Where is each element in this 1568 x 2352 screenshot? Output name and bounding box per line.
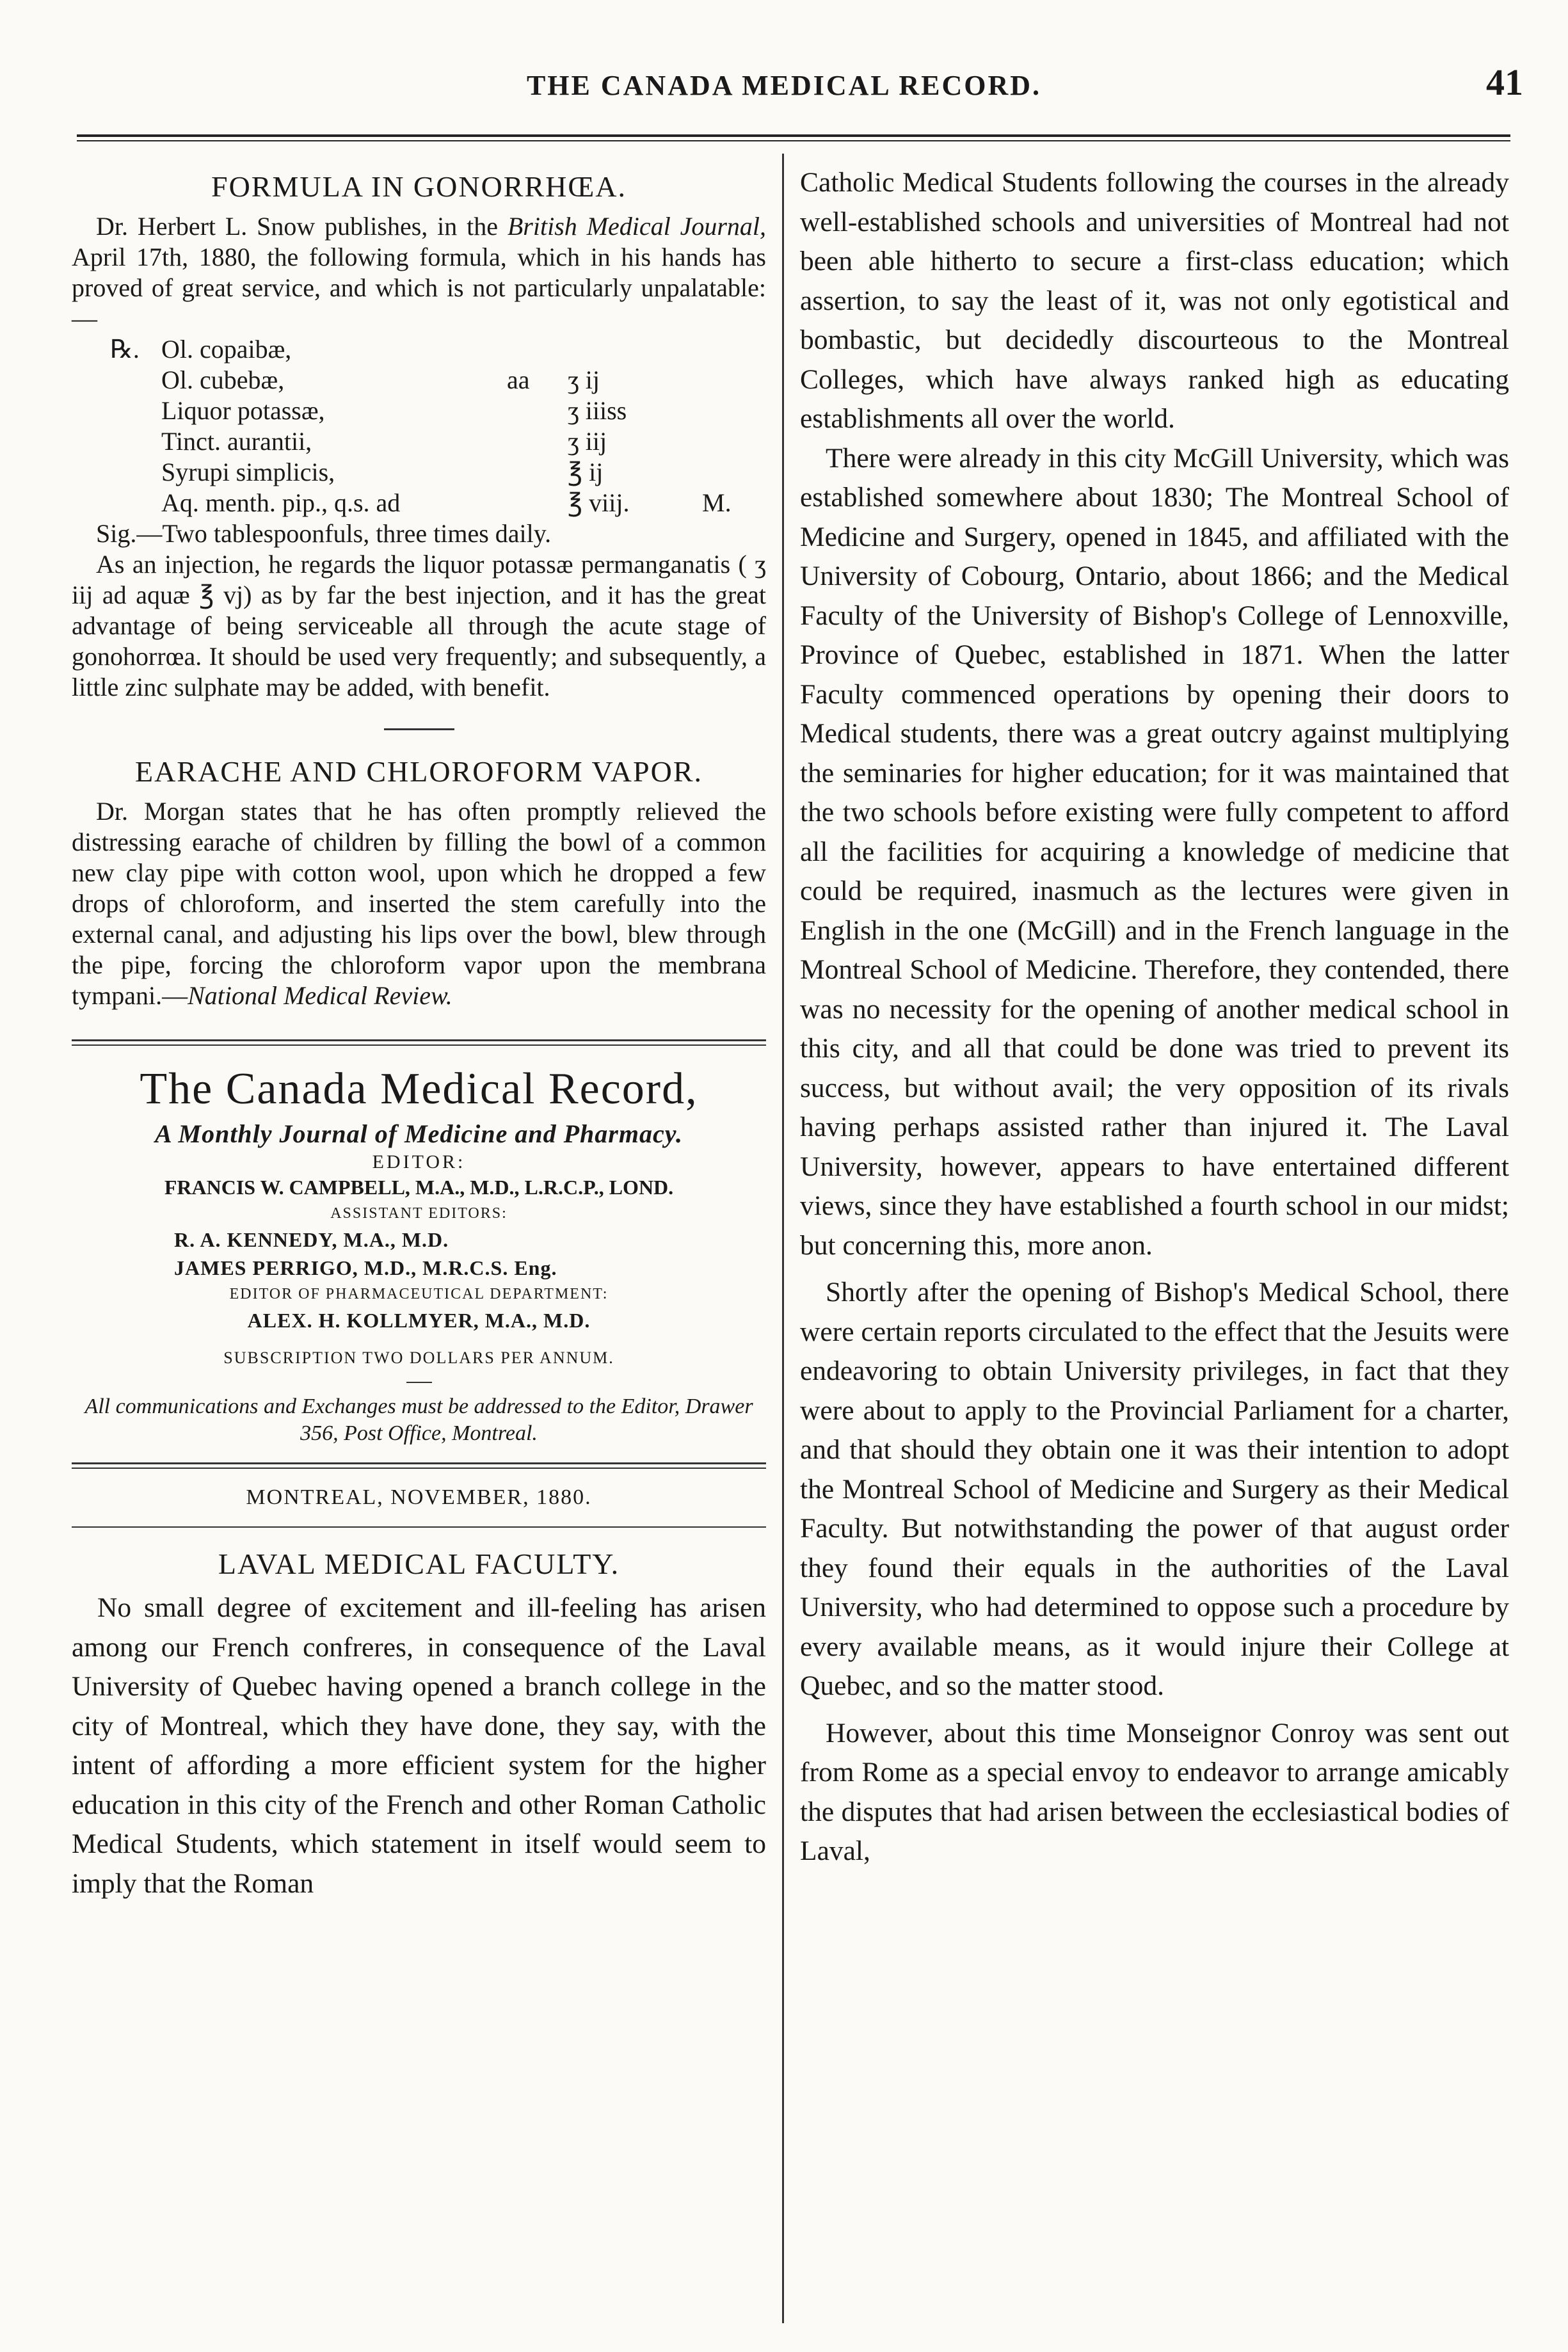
dose: ℥ ij <box>568 458 604 486</box>
prescription-line <box>72 426 766 457</box>
page-number: 41 <box>1486 61 1523 103</box>
masthead-rule <box>72 1039 766 1041</box>
journal-title: The Canada Medical Record, <box>140 1064 698 1114</box>
rx-symbol: ℞. <box>110 335 140 364</box>
article-title: LAVAL MEDICAL FACULTY. <box>218 1548 620 1580</box>
prescription-line <box>72 488 766 518</box>
section-divider <box>384 728 454 730</box>
assistant-heading: ASSISTANT EDITORS: <box>330 1205 508 1222</box>
header-rule-top <box>77 134 1510 137</box>
ana-mark <box>507 488 568 518</box>
ingredient: Liquor potassæ, <box>161 396 325 425</box>
ana-mark <box>507 334 568 365</box>
prescription <box>72 334 766 518</box>
dose: ℥ viij. <box>568 488 630 517</box>
left-column <box>72 163 766 1903</box>
assistant-editor: JAMES PERRIGO, M.D., M.R.C.S. Eng. <box>174 1256 557 1279</box>
correspondence-note: All communications and Exchanges must be addressed to the Editor, Drawer 356, Post Office, Montreal. <box>84 1395 753 1445</box>
masthead-rule <box>72 1468 766 1469</box>
running-head: THE CANADA MEDICAL RECORD. <box>526 70 1042 101</box>
dateline-rule <box>72 1526 766 1528</box>
dateline: MONTREAL, NOVEMBER, 1880. <box>246 1485 592 1509</box>
assistant-editor: R. A. KENNEDY, M.A., M.D. <box>174 1228 449 1251</box>
masthead <box>72 1039 766 1528</box>
prescription-line <box>72 457 766 488</box>
right-column <box>800 163 1509 1871</box>
intro-text-cont: April 17th, 1880, the following formula, which in his hands has proved of great service, and which is not particularly unpalatable:— <box>72 243 766 333</box>
pharmacy-editor: ALEX. H. KOLLMYER, M.A., M.D. <box>247 1309 591 1332</box>
article-paragraph: Catholic Medical Students following the courses in the already well-established schools and universities of Montreal had not been able hitherto to secure a first-class education; which assertion, to say the least of it, was not only egotistical and bombastic, but decidedly discourteous to the Montreal Colleges, which have always ranked high as educating establishments all over the world. <box>800 167 1509 434</box>
article-title: EARACHE AND CHLOROFORM VAPOR. <box>134 755 703 788</box>
misce-mark: M. <box>702 488 732 517</box>
earache-article <box>72 755 766 1011</box>
article-paragraph: However, about this time Monseignor Conroy was sent out from Rome as a special envoy to endeavor to arrange amicably the disputes that had arisen between the ecclesiastical bodies of Laval, <box>800 1717 1509 1866</box>
pharmacy-heading: EDITOR OF PHARMACEUTICAL DEPARTMENT: <box>229 1286 609 1302</box>
ana-mark <box>507 396 568 426</box>
dose: ʒ ij <box>568 365 600 394</box>
formula-article <box>72 170 766 703</box>
injection-paragraph: As an injection, he regards the liquor potassæ permanganatis ( ʒ iij ad aquæ ℥ vj) as by far the best injection, and it has the great advantage of being serviceable all through the acute stage of gonohorrœa. It should be used very frequently; and subsequently, a little zinc sulphate may be added, with benefit. <box>72 550 766 701</box>
article-paragraph: There were already in this city McGill University, which was established somewhere about 1830; The Montreal School of Medicine and Surgery, opened in 1845, and affiliated with the University of Cobourg, Ontario, about 1866; and the Medical Faculty of the University of Bishop's College of Lennoxville, Province of Quebec, established in 1871. When the latter Faculty commenced operations by opening their doors to Medical students, there was a great outcry against multiplying the seminaries for higher education; for it was maintained that the two schools before existing were fully competent to afford all the facilities for acquiring a knowledge of medicine that could be required, inasmuch as the lectures were given in English in the one (McGill) and in the French language in the Montreal School of Medicine. Therefore, they contended, there was no necessity for the opening of another medical school in this city, and all that could be done was tried to prevent its success, but without avail; the very opposition of its rivals having perhaps assisted rather than injured it. The Laval University, however, appears to have entertained different views, since they have established a fourth school in our midst; but concerning this, more anon. <box>800 442 1509 1261</box>
ana-mark: aa <box>507 365 530 394</box>
article-paragraph: Shortly after the opening of Bishop's Medical School, there were certain reports circulated to the effect that the Jesuits were endeavoring to obtain University privileges, in fact that they were about to apply to the Provincial Parliament for a charter, and that should they obtain one it was their intention to adopt the Montreal School of Medicine and Surgery as their Medical Faculty. But notwithstanding the power of that august order they found their equals in the authorities of the Laval University, who had determined to oppose such a procedure by every available means, as it would injure their College at Quebec, and so the matter stood. <box>800 1277 1509 1701</box>
prescription-line <box>72 334 766 365</box>
ingredient: Tinct. aurantii, <box>161 427 312 456</box>
dose <box>568 334 702 365</box>
journal-subtitle: A Monthly Journal of Medicine and Pharmacy. <box>155 1119 683 1148</box>
article-intro <box>72 211 766 334</box>
ingredient: Aq. menth. pip., q.s. ad <box>161 488 401 517</box>
laval-article <box>72 1547 766 1903</box>
prescription-line <box>72 396 766 426</box>
prescription-line <box>72 365 766 396</box>
article-body <box>72 796 766 1011</box>
ana-mark <box>507 457 568 488</box>
subscription-line: SUBSCRIPTION TWO DOLLARS PER ANNUM. <box>223 1348 614 1367</box>
signa-line: Sig.—Two tablespoonfuls, three times daily. <box>96 519 552 548</box>
dose: ʒ iiiss <box>568 396 627 425</box>
journal-name: British Medical Journal, <box>507 212 766 241</box>
small-rule <box>406 1382 432 1383</box>
article-body: No small degree of excitement and ill-feeling has arisen among our French confreres, in consequence of the Laval University of Quebec having opened a branch college in the city of Montreal, which they have done, they say, with the intent of affording a more efficient system for the higher education in this city of the French and other Roman Catholic Medical Students, which statement in itself would seem to imply that the Roman <box>72 1592 766 1899</box>
ingredient: Ol. copaibæ, <box>161 335 292 364</box>
ana-mark <box>507 426 568 457</box>
ingredient: Syrupi simplicis, <box>161 458 335 486</box>
source-citation: National Medical Review. <box>188 981 452 1010</box>
dose: ʒ iij <box>568 427 607 456</box>
masthead-rule <box>72 1462 766 1464</box>
masthead-rule <box>72 1044 766 1046</box>
column-divider <box>782 154 784 2323</box>
editor-heading: EDITOR: <box>372 1151 466 1172</box>
article-title: FORMULA IN GONORRHŒA. <box>211 170 627 203</box>
ingredient: Ol. cubebæ, <box>161 365 285 394</box>
header-rule-bottom <box>77 140 1510 141</box>
editor-name: FRANCIS W. CAMPBELL, M.A., M.D., L.R.C.P., LOND. <box>164 1176 674 1199</box>
intro-text: Dr. Herbert L. Snow publishes, in the <box>96 212 508 241</box>
body-text: Dr. Morgan states that he has often promptly relieved the distressing earache of children by filling the bowl of a common new clay pipe with cotton wool, upon which he dropped a few drops of chloroform, and inserted the stem carefully into the external canal, and adjusting his lips over the bowl, blew through the pipe, forcing the chloroform vapor upon the membrana tympani.— <box>72 797 766 1010</box>
